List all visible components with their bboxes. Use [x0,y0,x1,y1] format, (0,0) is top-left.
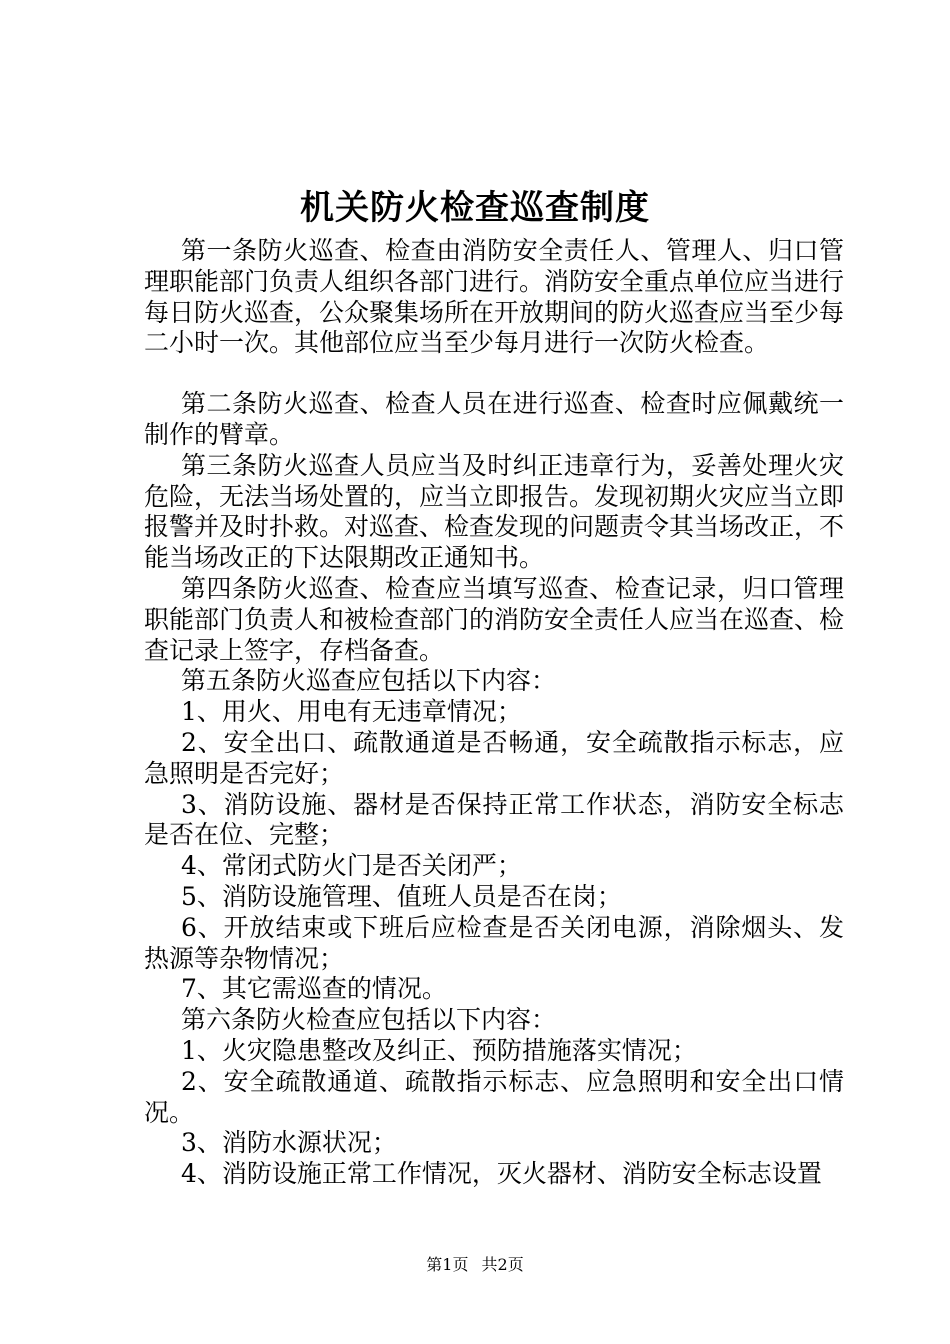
list-item: 2、安全疏散通道、疏散指示标志、应急照明和安全出口情况。 [144,1066,844,1127]
list-item: 7、其它需巡查的情况。 [181,974,447,1004]
list-item: 3、消防水源状况； [181,1128,397,1158]
list-item: 5、消防设施管理、值班人员是否在岗； [181,881,622,911]
list-item: 1、用火、用电有无违章情况； [181,697,522,727]
list-item: 6、开放结束或下班后应检查是否关闭电源，消除烟头、发热源等杂物情况； [144,912,844,973]
article-6: 第六条防火检查应包括以下内容： [181,1005,557,1035]
article-4: 第四条防火巡查、检查应当填写巡查、检查记录，归口管理职能部门负责人和被检查部门的消防安全责任人应当在巡查、检查记录上签字，存档备查。 [144,573,845,665]
page-footer [0,1252,950,1275]
paragraph-gap [144,359,844,389]
list-item: 2、安全出口、疏散通道是否畅通，安全疏散指示标志，应急照明是否完好； [144,727,844,788]
document-body [144,236,844,1190]
list-item: 3、消防设施、器材是否保持正常工作状态，消防安全标志是否在位、完整； [144,789,844,850]
page-number: 第1页 [426,1255,469,1274]
document-title: 机关防火检查巡查制度 [300,188,650,228]
article-5: 第五条防火巡查应包括以下内容： [181,666,557,696]
page-total: 共2页 [481,1255,524,1274]
list-item: 1、火灾隐患整改及纠正、预防措施落实情况； [181,1035,697,1065]
article-2: 第二条防火巡查、检查人员在进行巡查、检查时应佩戴统一制作的臂章。 [144,389,844,449]
article-1: 第一条防火巡查、检查由消防安全责任人、管理人、归口管理职能部门负责人组织各部门进行。消防安全重点单位应当进行每日防火巡查，公众聚集场所在开放期间的防火巡查应当至少每二小时一次。其他部位应当至少每月进行一次防火检查。 [144,236,845,358]
list-item: 4、常闭式防火门是否关闭严； [181,851,522,881]
list-item: 4、消防设施正常工作情况，灭火器材、消防安全标志设置 [181,1159,822,1189]
article-3: 第三条防火巡查人员应当及时纠正违章行为，妥善处理火灾危险，无法当场处置的，应当立即报告。发现初期火灾应当立即报警并及时扑救。对巡查、检查发现的问题责令其当场改正，不能当场改正的下达限期改正通知书。 [144,450,845,573]
